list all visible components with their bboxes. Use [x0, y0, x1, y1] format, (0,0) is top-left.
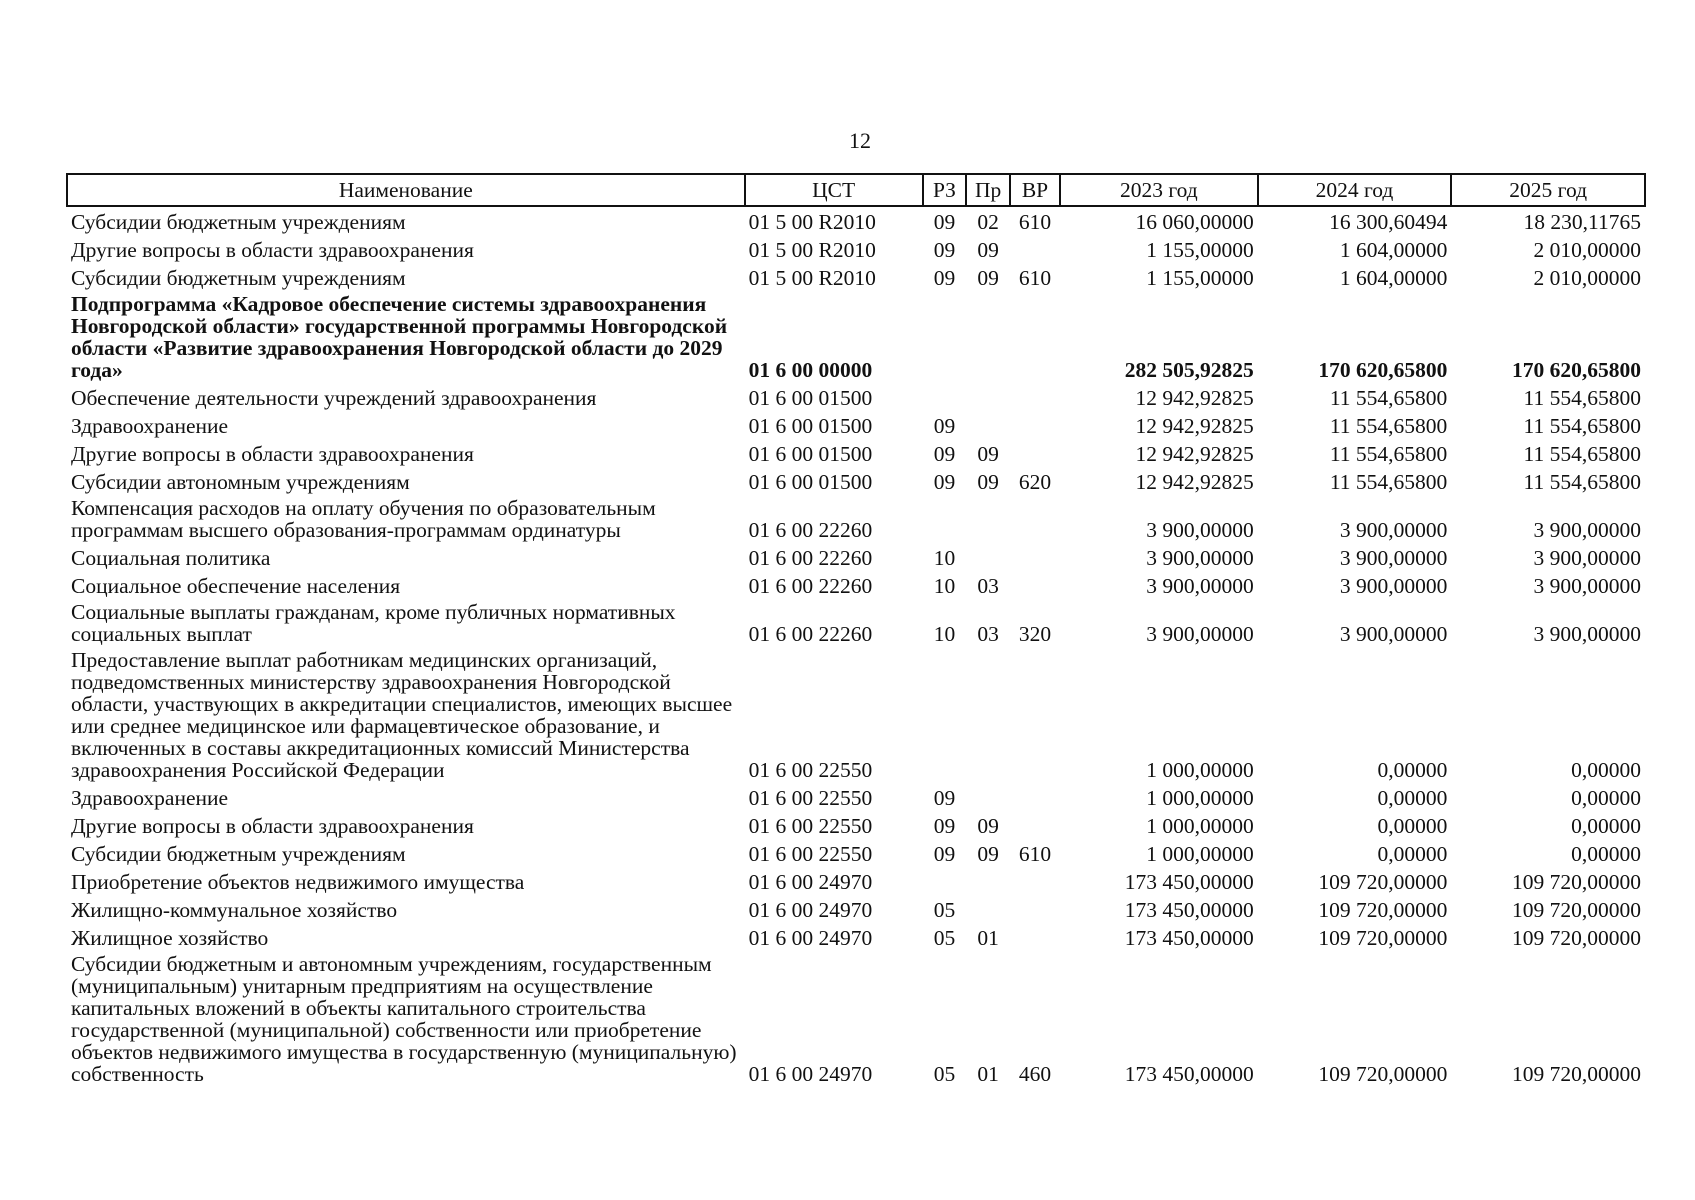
cell-2025: 18 230,11765 [1523, 210, 1641, 234]
cell-cst: 01 6 00 22550 [748, 786, 873, 810]
cell-2024: 170 620,65800 [1318, 358, 1448, 382]
cell-2025: 11 554,65800 [1523, 470, 1641, 494]
cell-2023: 173 450,00000 [1124, 870, 1254, 894]
cell-vr [1010, 867, 1060, 895]
cell-cst: 01 6 00 22550 [748, 842, 873, 866]
cell-2025: 3 900,00000 [1533, 622, 1641, 646]
cell-vr [1010, 495, 1060, 543]
cell-2023: 173 450,00000 [1124, 926, 1254, 950]
cell-pr [966, 895, 1010, 923]
cell-rz: 09 [933, 210, 956, 234]
column-header-name: Наименование [67, 174, 745, 206]
table-row [67, 951, 1645, 1087]
table-row [67, 411, 1645, 439]
cell-name: Социальное обеспечение населения [71, 574, 401, 598]
cell-2023: 3 900,00000 [1146, 622, 1254, 646]
cell-2024: 1 604,00000 [1339, 238, 1448, 262]
table-row [67, 206, 1645, 235]
cell-2025: 3 900,00000 [1533, 518, 1641, 542]
cell-vr: 610 [1018, 842, 1052, 866]
cell-2023: 1 000,00000 [1146, 758, 1254, 782]
cell-name: Жилищное хозяйство [71, 926, 269, 950]
cell-pr: 01 [977, 1062, 999, 1086]
table-row [67, 839, 1645, 867]
cell-2023: 12 942,92825 [1135, 414, 1254, 438]
cell-rz: 09 [933, 842, 956, 866]
cell-2023: 282 505,92825 [1124, 358, 1254, 382]
cell-name: Субсидии бюджетным учреждениям [71, 266, 406, 290]
cell-pr [966, 867, 1010, 895]
cell-name: Подпрограмма «Кадровое обеспечение системы здравоохранения Новгородской области» государственной программы Новгородской области «Развитие здравоохранения Новгородской области до 2029 года» [71, 292, 728, 382]
cell-cst: 01 6 00 22260 [748, 546, 873, 570]
cell-cst: 01 6 00 01500 [748, 470, 873, 494]
cell-2023: 1 000,00000 [1146, 786, 1254, 810]
cell-rz: 09 [933, 786, 956, 810]
table-row [67, 495, 1645, 543]
cell-rz: 10 [933, 546, 956, 570]
cell-name: Субсидии бюджетным учреждениям [71, 210, 406, 234]
cell-2024: 0,00000 [1377, 842, 1448, 866]
cell-vr [1010, 647, 1060, 783]
cell-cst: 01 6 00 24970 [748, 870, 873, 894]
column-header-2023: 2023 год [1060, 174, 1258, 206]
cell-2025: 3 900,00000 [1533, 574, 1641, 598]
cell-vr [1010, 783, 1060, 811]
table-row [67, 923, 1645, 951]
cell-2023: 173 450,00000 [1124, 898, 1254, 922]
cell-2025: 170 620,65800 [1512, 358, 1641, 382]
cell-2024: 0,00000 [1377, 814, 1448, 838]
cell-2025: 109 720,00000 [1512, 1062, 1641, 1086]
cell-rz: 05 [933, 898, 956, 922]
cell-2024: 3 900,00000 [1339, 518, 1448, 542]
cell-2025: 11 554,65800 [1523, 386, 1641, 410]
cell-rz: 05 [933, 1062, 956, 1086]
table-row [67, 263, 1645, 291]
cell-pr [966, 383, 1010, 411]
cell-2023: 1 000,00000 [1146, 814, 1254, 838]
cell-2024: 1 604,00000 [1339, 266, 1448, 290]
cell-pr: 09 [977, 842, 999, 866]
cell-name: Обеспечение деятельности учреждений здравоохранения [71, 386, 597, 410]
cell-pr: 09 [977, 442, 999, 466]
cell-rz: 09 [933, 814, 956, 838]
cell-2025: 0,00000 [1571, 814, 1641, 838]
cell-name: Здравоохранение [71, 414, 229, 438]
cell-cst: 01 6 00 24970 [748, 1062, 873, 1086]
column-header-vr: ВР [1010, 174, 1060, 206]
cell-pr [966, 411, 1010, 439]
cell-rz: 09 [933, 470, 956, 494]
cell-pr [966, 495, 1010, 543]
cell-name: Предоставление выплат работникам медицинских организаций, подведомственных министерству здравоохранения Новгородской области, участвующих в аккредитации специалистов, имеющих высшее или среднее медицинское или фармацевтическое образование, и включенных в составы аккредитационных комиссий Министерства здравоохранения Российской Федерации [71, 648, 733, 782]
cell-2024: 11 554,65800 [1329, 414, 1448, 438]
cell-2023: 3 900,00000 [1146, 518, 1254, 542]
cell-2023: 1 155,00000 [1146, 238, 1254, 262]
cell-rz [923, 867, 967, 895]
cell-vr [1010, 291, 1060, 383]
cell-2024: 11 554,65800 [1329, 470, 1448, 494]
cell-cst: 01 6 00 01500 [748, 442, 873, 466]
cell-2023: 16 060,00000 [1135, 210, 1254, 234]
cell-pr: 03 [977, 622, 999, 646]
cell-2024: 109 720,00000 [1318, 870, 1448, 894]
cell-2023: 12 942,92825 [1135, 442, 1254, 466]
cell-cst: 01 6 00 00000 [748, 358, 873, 382]
cell-2024: 109 720,00000 [1318, 898, 1448, 922]
cell-2023: 3 900,00000 [1146, 546, 1254, 570]
table-row [67, 571, 1645, 599]
cell-2025: 109 720,00000 [1512, 926, 1641, 950]
cell-cst: 01 6 00 22550 [748, 814, 873, 838]
cell-2023: 12 942,92825 [1135, 386, 1254, 410]
page-number: 12 [849, 128, 871, 153]
cell-cst: 01 6 00 22260 [748, 622, 873, 646]
table-row [67, 467, 1645, 495]
table-row [67, 783, 1645, 811]
cell-2025: 11 554,65800 [1523, 442, 1641, 466]
table-row [67, 895, 1645, 923]
cell-2025: 109 720,00000 [1512, 870, 1641, 894]
table-row [67, 291, 1645, 383]
cell-rz [923, 495, 967, 543]
cell-rz: 05 [933, 926, 956, 950]
cell-2025: 0,00000 [1571, 842, 1641, 866]
cell-vr: 610 [1018, 266, 1052, 290]
cell-vr: 320 [1018, 622, 1052, 646]
cell-cst: 01 6 00 24970 [748, 926, 873, 950]
cell-name: Жилищно-коммунальное хозяйство [71, 898, 398, 922]
cell-pr: 09 [977, 266, 999, 290]
cell-cst: 01 6 00 22550 [748, 758, 873, 782]
cell-name: Субсидии автономным учреждениям [71, 470, 410, 494]
cell-2024: 11 554,65800 [1329, 442, 1448, 466]
cell-rz [923, 291, 967, 383]
cell-2025: 0,00000 [1571, 758, 1641, 782]
cell-name: Другие вопросы в области здравоохранения [71, 238, 474, 262]
cell-2024: 0,00000 [1377, 786, 1448, 810]
cell-2025: 3 900,00000 [1533, 546, 1641, 570]
cell-name: Субсидии бюджетным и автономным учреждениям, государственным (муниципальным) унитарным предприятиям на осуществление капитальных вложений в объекты капитального строительства государственной (муниципальной) собственности или приобретение объектов недвижимого имущества в государственную (муниципальную) собственность [71, 952, 737, 1086]
table-row [67, 811, 1645, 839]
cell-cst: 01 5 00 R2010 [748, 238, 876, 262]
cell-vr [1010, 571, 1060, 599]
cell-2023: 12 942,92825 [1135, 470, 1254, 494]
table-row [67, 383, 1645, 411]
column-header-2024: 2024 год [1258, 174, 1452, 206]
cell-pr [966, 647, 1010, 783]
cell-rz: 09 [933, 238, 956, 262]
cell-2024: 109 720,00000 [1318, 1062, 1448, 1086]
cell-2024: 16 300,60494 [1329, 210, 1448, 234]
cell-pr: 09 [977, 238, 999, 262]
cell-name: Социальные выплаты гражданам, кроме публичных нормативных социальных выплат [71, 600, 676, 646]
cell-rz: 10 [933, 622, 956, 646]
cell-name: Социальная политика [71, 546, 271, 570]
cell-name: Другие вопросы в области здравоохранения [71, 442, 474, 466]
cell-vr [1010, 411, 1060, 439]
cell-2024: 3 900,00000 [1339, 574, 1448, 598]
cell-rz [923, 647, 967, 783]
table-header-row [67, 174, 1645, 206]
cell-vr: 620 [1018, 470, 1052, 494]
cell-cst: 01 6 00 22260 [748, 518, 873, 542]
table-row [67, 867, 1645, 895]
cell-vr [1010, 383, 1060, 411]
table-row [67, 647, 1645, 783]
cell-pr: 09 [977, 814, 999, 838]
cell-pr [966, 783, 1010, 811]
table-row [67, 543, 1645, 571]
cell-vr [1010, 923, 1060, 951]
cell-pr [966, 543, 1010, 571]
cell-rz: 10 [933, 574, 956, 598]
cell-cst: 01 6 00 01500 [748, 386, 873, 410]
cell-pr: 03 [977, 574, 999, 598]
cell-name: Приобретение объектов недвижимого имущества [71, 870, 525, 894]
cell-2023: 3 900,00000 [1146, 574, 1254, 598]
cell-vr: 460 [1018, 1062, 1052, 1086]
cell-name: Компенсация расходов на оплату обучения по образовательным программам высшего образования-программам ординатуры [71, 496, 656, 542]
budget-table [66, 173, 1646, 1087]
cell-2023: 1 155,00000 [1146, 266, 1254, 290]
cell-name: Субсидии бюджетным учреждениям [71, 842, 406, 866]
table-row [67, 235, 1645, 263]
cell-rz: 09 [933, 266, 956, 290]
cell-vr [1010, 895, 1060, 923]
cell-vr [1010, 543, 1060, 571]
cell-vr: 610 [1018, 210, 1052, 234]
table-row [67, 439, 1645, 467]
cell-cst: 01 5 00 R2010 [748, 210, 876, 234]
cell-2024: 109 720,00000 [1318, 926, 1448, 950]
cell-2025: 2 010,00000 [1533, 266, 1641, 290]
cell-pr: 02 [977, 210, 999, 234]
cell-pr: 01 [977, 926, 999, 950]
cell-2025: 109 720,00000 [1512, 898, 1641, 922]
cell-2025: 11 554,65800 [1523, 414, 1641, 438]
cell-2025: 0,00000 [1571, 786, 1641, 810]
table-row [67, 599, 1645, 647]
cell-pr: 09 [977, 470, 999, 494]
table-body [67, 206, 1645, 1087]
cell-vr [1010, 811, 1060, 839]
cell-vr [1010, 235, 1060, 263]
cell-cst: 01 6 00 01500 [748, 414, 873, 438]
cell-vr [1010, 439, 1060, 467]
cell-rz: 09 [933, 442, 956, 466]
cell-2024: 0,00000 [1377, 758, 1448, 782]
cell-2024: 3 900,00000 [1339, 546, 1448, 570]
cell-name: Здравоохранение [71, 786, 229, 810]
cell-rz [923, 383, 967, 411]
cell-2024: 11 554,65800 [1329, 386, 1448, 410]
column-header-cst: ЦСТ [745, 174, 923, 206]
cell-rz: 09 [933, 414, 956, 438]
cell-2023: 1 000,00000 [1146, 842, 1254, 866]
column-header-pr: Пр [966, 174, 1010, 206]
column-header-rz: РЗ [923, 174, 967, 206]
cell-2025: 2 010,00000 [1533, 238, 1641, 262]
cell-cst: 01 6 00 22260 [748, 574, 873, 598]
cell-2023: 173 450,00000 [1124, 1062, 1254, 1086]
cell-2024: 3 900,00000 [1339, 622, 1448, 646]
cell-cst: 01 5 00 R2010 [748, 266, 876, 290]
cell-name: Другие вопросы в области здравоохранения [71, 814, 474, 838]
cell-cst: 01 6 00 24970 [748, 898, 873, 922]
cell-pr [966, 291, 1010, 383]
column-header-2025: 2025 год [1451, 174, 1645, 206]
